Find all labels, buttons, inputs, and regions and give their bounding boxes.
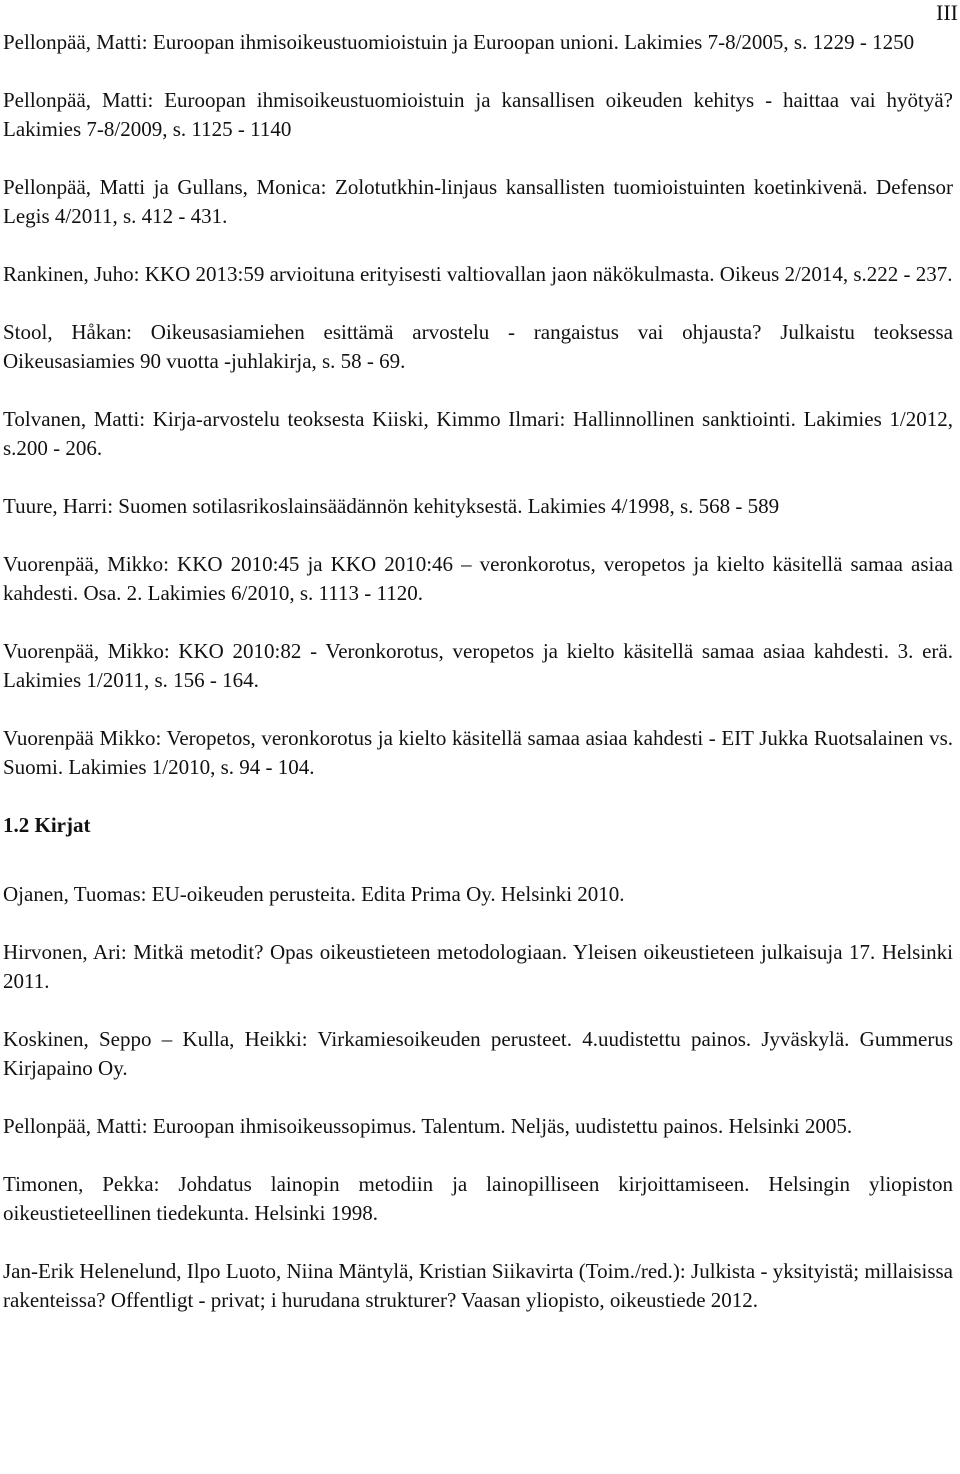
article-entry: Tolvanen, Matti: Kirja-arvostelu teoksesta Kiiski, Kimmo Ilmari: Hallinnollinen sanktiointi. Lakimies 1/2012, s.200 - 206. [3,407,953,460]
article-entry: Stool, Håkan: Oikeusasiamiehen esittämä arvostelu - rangaistus vai ohjausta? Julkaistu teoksessa Oikeusasiamies 90 vuotta -juhlakirja, s. 58 - 69. [3,320,953,373]
book-entry: Hirvonen, Ari: Mitkä metodit? Opas oikeustieteen metodologiaan. Yleisen oikeustieteen julkaisuja 17. Helsinki 2011. [3,940,953,993]
book-entry: Timonen, Pekka: Johdatus lainopin metodiin ja lainopilliseen kirjoittamiseen. Helsingin yliopiston oikeustieteellinen tiedekunta. Helsinki 1998. [3,1172,953,1225]
article-entry: Pellonpää, Matti: Euroopan ihmisoikeustuomioistuin ja Euroopan unioni. Lakimies 7-8/2005, s. 1229 - 1250 [3,30,915,54]
article-entry: Rankinen, Juho: KKO 2013:59 arvioituna erityisesti valtiovallan jaon näkökulmasta. Oikeus 2/2014, s.222 - 237. [3,262,953,286]
book-entry: Jan-Erik Helenelund, Ilpo Luoto, Niina Mäntylä, Kristian Siikavirta (Toim./red.): Julkista - yksityistä; millaisissa rakenteissa? Offentligt - privat; i hurudana strukturer? Vaasan yliopisto, oikeustiede 2012. [3,1259,953,1312]
bibliography [3,28,953,1344]
book-entry: Ojanen, Tuomas: EU-oikeuden perusteita. Edita Prima Oy. Helsinki 2010. [3,882,625,906]
page-number: III [936,0,958,25]
article-entry: Pellonpää, Matti ja Gullans, Monica: Zolotutkhin-linjaus kansallisten tuomioistuinten koetinkivenä. Defensor Legis 4/2011, s. 412 - 431. [3,175,953,228]
article-entry: Pellonpää, Matti: Euroopan ihmisoikeustuomioistuin ja kansallisen oikeuden kehitys - haittaa vai hyötyä? Lakimies 7-8/2009, s. 1125 - 1140 [3,88,953,141]
article-entry: Tuure, Harri: Suomen sotilasrikoslainsäädännön kehityksestä. Lakimies 4/1998, s. 568 - 589 [3,494,780,518]
book-entry: Koskinen, Seppo – Kulla, Heikki: Virkamiesoikeuden perusteet. 4.uudistettu painos. Jyväskylä. Gummerus Kirjapaino Oy. [3,1027,953,1080]
article-entry: Vuorenpää, Mikko: KKO 2010:45 ja KKO 2010:46 – veronkorotus, veropetos ja kielto käsitellä samaa asiaa kahdesti. Osa. 2. Lakimies 6/2010, s. 1113 - 1120. [3,552,953,605]
section-heading: 1.2 Kirjat [3,813,91,837]
article-entry: Vuorenpää Mikko: Veropetos, veronkorotus ja kielto käsitellä samaa asiaa kahdesti - EIT Jukka Ruotsalainen vs. Suomi. Lakimies 1/2010, s. 94 - 104. [3,726,953,779]
article-entry: Vuorenpää, Mikko: KKO 2010:82 - Veronkorotus, veropetos ja kielto käsitellä samaa asiaa kahdesti. 3. erä. Lakimies 1/2011, s. 156 - 164. [3,639,953,692]
book-entry: Pellonpää, Matti: Euroopan ihmisoikeussopimus. Talentum. Neljäs, uudistettu painos. Helsinki 2005. [3,1114,853,1138]
